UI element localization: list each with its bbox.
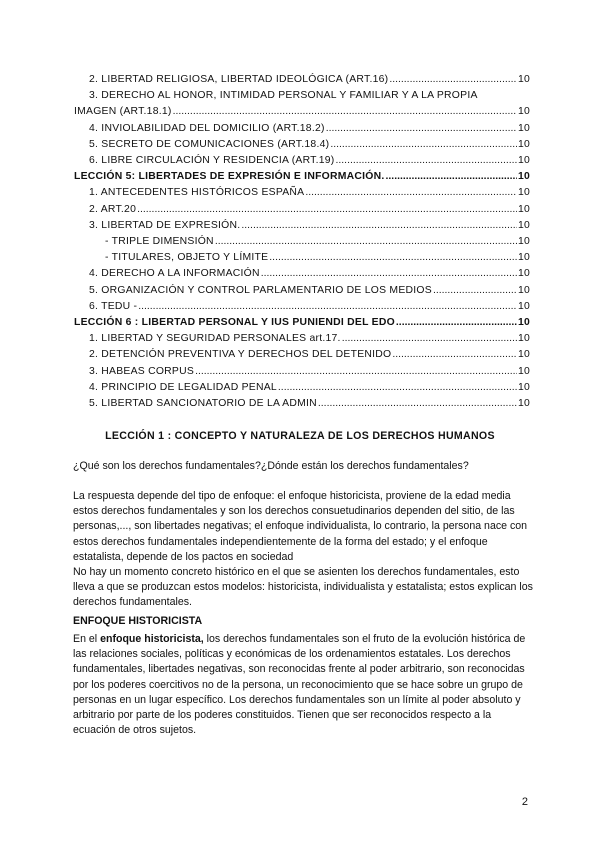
response-paragraph [73,489,533,611]
toc-entry-label: 2. DETENCIÓN PREVENTIVA Y DERECHOS DEL DETENIDO [89,349,392,361]
toc-entry-label: 1. ANTECEDENTES HISTÓRICOS ESPAÑA [89,187,305,199]
toc-entry-page: 10 [517,74,530,85]
toc-entry-page: 10 [517,300,530,312]
toc-entry-page: 10 [517,252,530,264]
toc-entry-page: 10 [517,398,530,410]
response-part-1: La respuesta depende del tipo de enfoque: el enfoque historicista, proviene de la edad media estos derechos fundamentales y son los derechos consuetudinarios dependen del sitio, de las personas,..., son libertades negativas; el enfoque individualista, lo contrario, la persona nace con estos derechos fundamentales independientemente de la forma del estado; y el enfoque estatalista, depende de los pactos en sociedad [73,490,528,563]
toc-entry[interactable] [74,250,530,266]
toc-entry[interactable] [74,364,530,380]
toc-entry-label: 5. SECRETO DE COMUNICACIONES (ART.18.4) [89,138,330,150]
toc-entry-page: 10 [517,171,530,183]
toc-entry[interactable] [74,266,530,282]
toc-entry-page: 10 [517,381,530,393]
toc-entry-label-continued: IMAGEN (ART.18.1) [74,106,172,118]
toc-entry[interactable] [74,331,530,347]
toc-entry[interactable] [74,347,530,363]
toc-entry-page: 10 [517,122,530,134]
toc-entry-page: 10 [517,187,530,199]
toc-entry-page: 10 [517,317,530,329]
response-part-2: No hay un momento concreto histórico en el que se asienten los derechos fundamentales, esto lleva a que se produzcan estos modelos: historicista, individualista y estatalista; estos explican los derechos fundamentales. [73,566,533,609]
lesson-title: LECCIÓN 1 : CONCEPTO Y NATURALEZA DE LOS DERECHOS HUMANOS [105,430,495,442]
toc-entry[interactable] [74,88,530,120]
toc-entry-page: 10 [517,284,530,296]
toc-entry[interactable] [74,121,530,137]
toc-entry-label: 5. ORGANIZACIÓN Y CONTROL PARLAMENTARIO DE LOS MEDIOS [89,284,432,296]
toc-entry-label: LECCIÓN 5: LIBERTADES DE EXPRESIÓN E INFORMACIÓN. [74,171,385,183]
toc-lesson-5[interactable] [74,169,530,185]
question-paragraph: ¿Qué son los derechos fundamentales?¿Dónde están los derechos fundamentales? [73,460,469,472]
toc-entry-label: 3. LIBERTAD DE EXPRESIÓN. [89,219,241,231]
toc-entry[interactable] [74,153,530,169]
toc-entry-label: 4. PRINCIPIO DE LEGALIDAD PENAL [89,381,277,393]
toc-entry-page: 10 [517,219,530,231]
toc-entry-label: 5. LIBERTAD SANCIONATORIO DE LA ADMIN [89,398,317,410]
toc-entry[interactable] [74,380,530,396]
toc-entry[interactable] [74,396,530,412]
toc-entry[interactable] [74,202,530,218]
toc-entry-label: - TITULARES, OBJETO Y LÍMITE [105,252,269,264]
section-heading: ENFOQUE HISTORICISTA [73,615,203,627]
toc-entry-page: 10 [517,138,530,150]
toc-entry-page: 10 [517,236,530,248]
page-number: 2 [521,796,528,808]
toc-entry-label: 6. TEDU - [89,300,138,312]
toc-entry[interactable] [74,299,530,315]
toc-entry-page: 10 [517,106,530,118]
toc-entry-label: 2. LIBERTAD RELIGIOSA, LIBERTAD IDEOLÓGICA (ART.16) [89,74,389,85]
toc-entry-page: 10 [517,333,530,345]
historicist-paragraph: En el enfoque historicista, los derechos fundamentales son el fruto de la evolución histórica de las relaciones sociales, políticas y económicas de los ordenamientos estatales. Los derechos fundamentales, libertades negativas, son reconocidas frente al poder arbitrario, son reconocidas por los poderes coercitivos no de la persona, un reconocimiento que se hace sobre un grupo de personas en un lugar específico. Los derechos fundamentales son un límite al poder absoluto y arbitrario por parte de los poderes constituidos. Tienen que ser reconocidos respecto a la ecuación de otros sujetos. [73,633,526,737]
toc-entry-label: 6. LIBRE CIRCULACIÓN Y RESIDENCIA (ART.19) [89,155,335,167]
toc-entry-label: - TRIPLE DIMENSIÓN [105,236,214,248]
toc-entry[interactable] [74,137,530,153]
toc-entry-label: 1. LIBERTAD Y SEGURIDAD PERSONALES art.17. [89,333,341,345]
toc-lesson-6[interactable] [74,315,530,331]
toc-entry-label: 4. INVIOLABILIDAD DEL DOMICILIO (ART.18.2) [89,122,325,134]
toc-entry-label: 3. DERECHO AL HONOR, INTIMIDAD PERSONAL Y FAMILIAR Y A LA PROPIA [89,90,478,102]
toc-entry-page: 10 [517,203,530,215]
toc-entry[interactable] [74,283,530,299]
toc-entry[interactable] [74,72,530,88]
toc-entry-label: LECCIÓN 6 : LIBERTAD PERSONAL Y IUS PUNIENDI DEL EDO [74,317,395,329]
toc-entry-label: 3. HABEAS CORPUS [89,365,195,377]
toc-entry-page: 10 [517,365,530,377]
toc-entry-label: 4. DERECHO A LA INFORMACIÓN [89,268,260,280]
toc-entry[interactable] [74,185,530,201]
toc-entry-page: 10 [517,268,530,280]
emphasis-term: enfoque historicista, [100,633,204,645]
toc-entry-label: 2. ART.20 [89,203,137,215]
toc-entry-page: 10 [517,155,530,167]
toc-entry[interactable] [74,234,530,250]
table-of-contents [74,72,530,412]
toc-entry[interactable] [74,218,530,234]
toc-entry-page: 10 [517,349,530,361]
